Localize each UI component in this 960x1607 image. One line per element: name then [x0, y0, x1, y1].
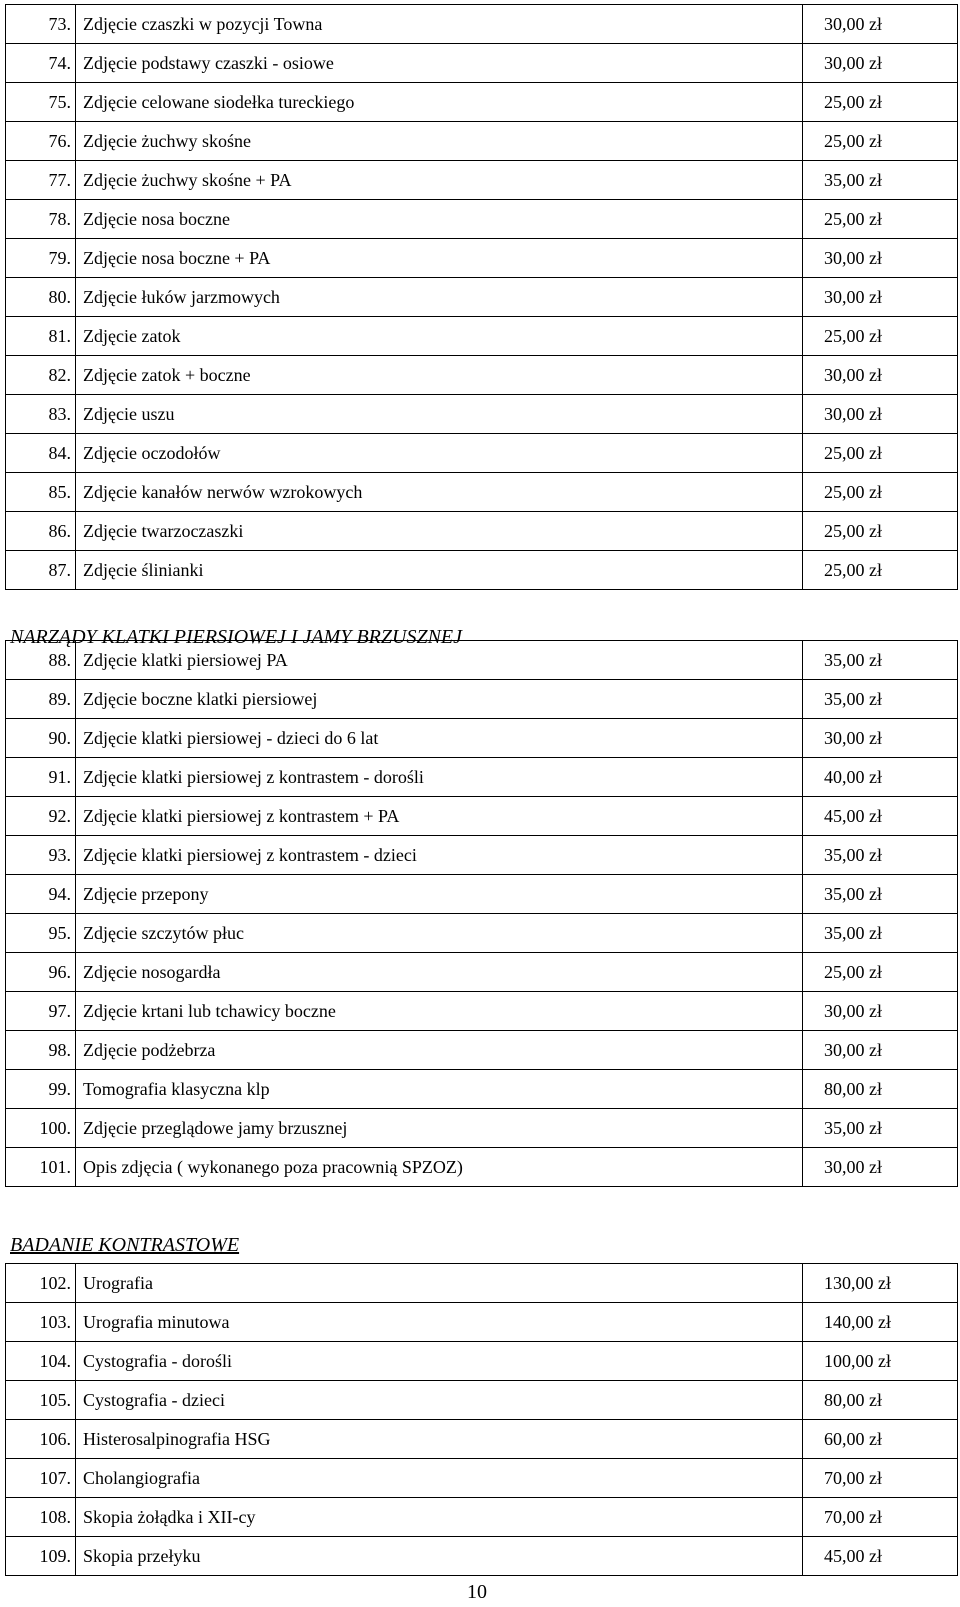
item-price: 30,00 zł: [803, 44, 958, 83]
item-price: 30,00 zł: [803, 278, 958, 317]
item-price: 30,00 zł: [803, 992, 958, 1031]
item-number: 73.: [6, 5, 76, 44]
table-row: [6, 551, 958, 590]
item-description: Zdjęcie nosa boczne + PA: [76, 239, 803, 278]
table-row: [6, 239, 958, 278]
page-number: 10: [467, 1581, 487, 1603]
price-table-contrast-exams: [5, 1263, 958, 1576]
table-row: [6, 992, 958, 1031]
table-row: [6, 356, 958, 395]
item-price: 70,00 zł: [803, 1459, 958, 1498]
item-number: 86.: [6, 512, 76, 551]
table-row: [6, 317, 958, 356]
item-number: 103.: [6, 1303, 76, 1342]
table-row: [6, 758, 958, 797]
item-description: Zdjęcie ślinianki: [76, 551, 803, 590]
table-row: [6, 836, 958, 875]
table-row: [6, 1381, 958, 1420]
item-number: 98.: [6, 1031, 76, 1070]
item-number: 105.: [6, 1381, 76, 1420]
item-description: Zdjęcie klatki piersiowej z kontrastem - dzieci: [76, 836, 803, 875]
item-price: 35,00 zł: [803, 161, 958, 200]
item-number: 88.: [6, 641, 76, 680]
item-price: 130,00 zł: [803, 1264, 958, 1303]
table-row: [6, 1537, 958, 1576]
item-number: 93.: [6, 836, 76, 875]
item-price: 35,00 zł: [803, 1109, 958, 1148]
item-number: 76.: [6, 122, 76, 161]
item-number: 83.: [6, 395, 76, 434]
item-number: 108.: [6, 1498, 76, 1537]
item-description: Zdjęcie żuchwy skośne: [76, 122, 803, 161]
item-price: 45,00 zł: [803, 797, 958, 836]
item-description: Zdjęcie twarzoczaszki: [76, 512, 803, 551]
item-number: 74.: [6, 44, 76, 83]
item-description: Zdjęcie klatki piersiowej z kontrastem + PA: [76, 797, 803, 836]
item-number: 80.: [6, 278, 76, 317]
item-price: 25,00 zł: [803, 317, 958, 356]
item-description: Zdjęcie łuków jarzmowych: [76, 278, 803, 317]
item-number: 75.: [6, 83, 76, 122]
item-price: 25,00 zł: [803, 434, 958, 473]
price-table-head-exams: [5, 4, 958, 590]
item-description: Zdjęcie uszu: [76, 395, 803, 434]
item-description: Zdjęcie klatki piersiowej z kontrastem - dorośli: [76, 758, 803, 797]
item-price: 40,00 zł: [803, 758, 958, 797]
item-description: Zdjęcie zatok: [76, 317, 803, 356]
table-row: [6, 641, 958, 680]
item-number: 84.: [6, 434, 76, 473]
item-number: 82.: [6, 356, 76, 395]
item-number: 95.: [6, 914, 76, 953]
item-number: 81.: [6, 317, 76, 356]
item-price: 25,00 zł: [803, 122, 958, 161]
item-number: 101.: [6, 1148, 76, 1187]
item-price: 30,00 zł: [803, 356, 958, 395]
item-description: Zdjęcie podżebrza: [76, 1031, 803, 1070]
item-number: 102.: [6, 1264, 76, 1303]
item-price: 30,00 zł: [803, 5, 958, 44]
section-title-chest-abdomen: NARZĄDY KLATKI PIERSIOWEJ I JAMY BRZUSZNEJ: [10, 626, 463, 648]
item-description: Zdjęcie klatki piersiowej PA: [76, 641, 803, 680]
item-description: Cystografia - dzieci: [76, 1381, 803, 1420]
item-price: 80,00 zł: [803, 1070, 958, 1109]
table-row: [6, 1109, 958, 1148]
item-price: 30,00 zł: [803, 1148, 958, 1187]
item-description: Zdjęcie nosogardła: [76, 953, 803, 992]
table-row: [6, 83, 958, 122]
item-price: 35,00 zł: [803, 836, 958, 875]
item-number: 99.: [6, 1070, 76, 1109]
item-price: 140,00 zł: [803, 1303, 958, 1342]
item-price: 25,00 zł: [803, 200, 958, 239]
item-price: 35,00 zł: [803, 680, 958, 719]
item-description: Zdjęcie szczytów płuc: [76, 914, 803, 953]
item-description: Skopia przełyku: [76, 1537, 803, 1576]
item-number: 89.: [6, 680, 76, 719]
item-price: 45,00 zł: [803, 1537, 958, 1576]
section-title-contrast-exams: BADANIE KONTRASTOWE: [10, 1234, 240, 1256]
table-row: [6, 875, 958, 914]
table-row: [6, 914, 958, 953]
item-description: Cholangiografia: [76, 1459, 803, 1498]
item-number: 100.: [6, 1109, 76, 1148]
item-price: 60,00 zł: [803, 1420, 958, 1459]
item-description: Zdjęcie przepony: [76, 875, 803, 914]
item-price: 35,00 zł: [803, 914, 958, 953]
item-description: Zdjęcie nosa boczne: [76, 200, 803, 239]
item-number: 94.: [6, 875, 76, 914]
item-number: 109.: [6, 1537, 76, 1576]
table-row: [6, 953, 958, 992]
table-row: [6, 1342, 958, 1381]
item-description: Histerosalpinografia HSG: [76, 1420, 803, 1459]
table-row: [6, 395, 958, 434]
item-number: 92.: [6, 797, 76, 836]
item-description: Cystografia - dorośli: [76, 1342, 803, 1381]
table-row: [6, 1303, 958, 1342]
item-number: 78.: [6, 200, 76, 239]
table-row: [6, 161, 958, 200]
item-price: 30,00 zł: [803, 395, 958, 434]
item-price: 25,00 zł: [803, 953, 958, 992]
item-price: 25,00 zł: [803, 512, 958, 551]
table-row: [6, 1264, 958, 1303]
table-row: [6, 200, 958, 239]
table-row: [6, 1498, 958, 1537]
item-description: Zdjęcie przeglądowe jamy brzusznej: [76, 1109, 803, 1148]
item-description: Urografia: [76, 1264, 803, 1303]
item-number: 85.: [6, 473, 76, 512]
item-description: Zdjęcie podstawy czaszki - osiowe: [76, 44, 803, 83]
item-price: 30,00 zł: [803, 1031, 958, 1070]
item-number: 79.: [6, 239, 76, 278]
item-price: 30,00 zł: [803, 239, 958, 278]
item-description: Opis zdjęcia ( wykonanego poza pracownią SPZOZ): [76, 1148, 803, 1187]
item-price: 25,00 zł: [803, 551, 958, 590]
table-row: [6, 797, 958, 836]
item-number: 107.: [6, 1459, 76, 1498]
item-description: Zdjęcie oczodołów: [76, 434, 803, 473]
item-description: Zdjęcie żuchwy skośne + PA: [76, 161, 803, 200]
item-number: 90.: [6, 719, 76, 758]
table-row: [6, 434, 958, 473]
item-description: Skopia żołądka i XII-cy: [76, 1498, 803, 1537]
price-table-chest-abdomen: [5, 640, 958, 1187]
table-row: [6, 719, 958, 758]
item-description: Zdjęcie klatki piersiowej - dzieci do 6 lat: [76, 719, 803, 758]
item-description: Zdjęcie krtani lub tchawicy boczne: [76, 992, 803, 1031]
item-price: 25,00 zł: [803, 473, 958, 512]
table-row: [6, 44, 958, 83]
table-row: [6, 1420, 958, 1459]
item-description: Zdjęcie boczne klatki piersiowej: [76, 680, 803, 719]
item-price: 35,00 zł: [803, 641, 958, 680]
item-description: Zdjęcie kanałów nerwów wzrokowych: [76, 473, 803, 512]
item-number: 104.: [6, 1342, 76, 1381]
table-row: [6, 1031, 958, 1070]
table-row: [6, 122, 958, 161]
item-description: Zdjęcie zatok + boczne: [76, 356, 803, 395]
item-number: 77.: [6, 161, 76, 200]
item-number: 97.: [6, 992, 76, 1031]
item-price: 80,00 zł: [803, 1381, 958, 1420]
table-row: [6, 1148, 958, 1187]
item-number: 87.: [6, 551, 76, 590]
item-description: Zdjęcie czaszki w pozycji Towna: [76, 5, 803, 44]
item-price: 100,00 zł: [803, 1342, 958, 1381]
item-price: 35,00 zł: [803, 875, 958, 914]
item-number: 96.: [6, 953, 76, 992]
item-number: 106.: [6, 1420, 76, 1459]
item-description: Zdjęcie celowane siodełka tureckiego: [76, 83, 803, 122]
table-row: [6, 1070, 958, 1109]
item-price: 25,00 zł: [803, 83, 958, 122]
table-row: [6, 278, 958, 317]
table-row: [6, 5, 958, 44]
item-price: 30,00 zł: [803, 719, 958, 758]
item-number: 91.: [6, 758, 76, 797]
item-price: 70,00 zł: [803, 1498, 958, 1537]
table-row: [6, 473, 958, 512]
table-row: [6, 512, 958, 551]
table-row: [6, 680, 958, 719]
item-description: Tomografia klasyczna klp: [76, 1070, 803, 1109]
item-description: Urografia minutowa: [76, 1303, 803, 1342]
table-row: [6, 1459, 958, 1498]
